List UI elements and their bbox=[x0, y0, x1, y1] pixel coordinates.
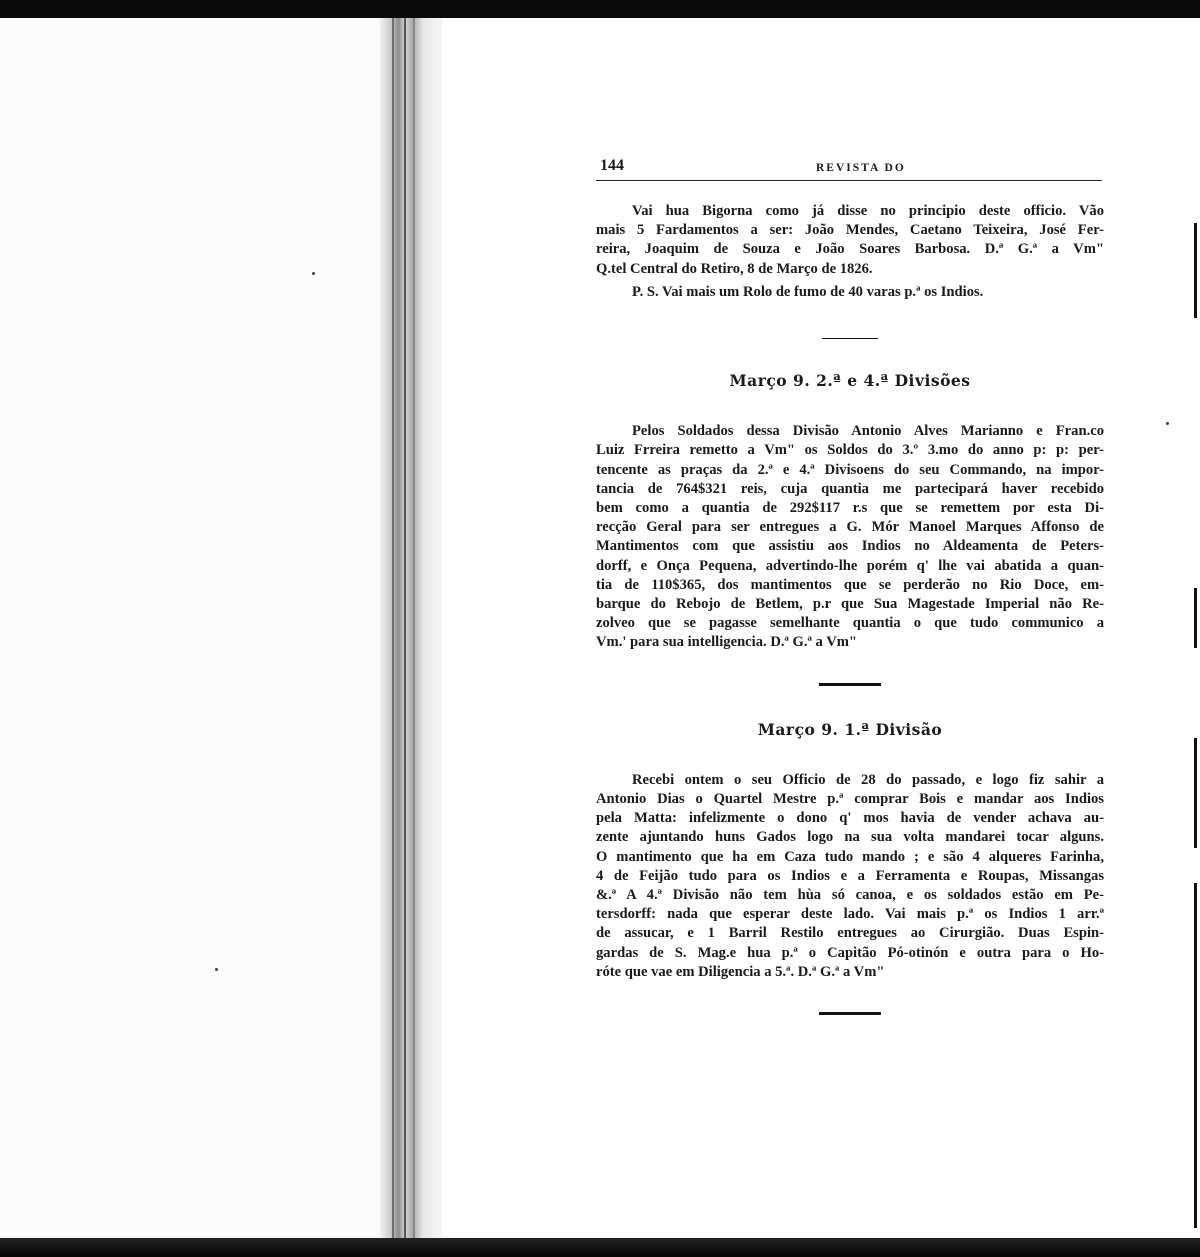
section-title: Março 9. 2.ª e 4.ª Divisões bbox=[729, 371, 971, 391]
text-line: recção Geral para ser entregues a G. Mór Manoel Marques Affonso de bbox=[596, 519, 1104, 536]
book-page bbox=[596, 150, 1104, 1015]
text-line: O mantimento que ha em Caza tudo mando ; e são 4 alqueres Farinha, bbox=[596, 848, 1104, 865]
text-line: pela Matta: infelizmente o dono q' mos havia de vender achava au- bbox=[596, 810, 1104, 827]
text-line: tencente as praças da 2.ª e 4.ª Divisoens do seu Commando, na impor- bbox=[596, 461, 1104, 478]
text-line: Antonio Dias o Quartel Mestre p.ª comprar Bois e mandar aos Indios bbox=[596, 791, 1104, 808]
text-line: barque do Rebojo de Betlem, p.r que Sua Magestade Imperial não Re- bbox=[596, 596, 1104, 613]
scan-bottom-border bbox=[0, 1238, 1200, 1257]
text-line: tia de 110$365, dos mantimentos que se perderão no Rio Doce, em- bbox=[596, 576, 1104, 593]
text-line: Recebi ontem o seu Officio de 28 do passado, e logo fiz sahir a bbox=[632, 771, 1104, 788]
text-line: bem como a quantia de 292$117 r.s que se remettem por esta Di- bbox=[596, 500, 1104, 517]
page-number: 144 bbox=[600, 157, 624, 174]
text-line: tancia de 764$321 reis, cuja quantia me partecipará haver recebido bbox=[596, 480, 1104, 497]
right-page-edge bbox=[1188, 18, 1200, 1240]
text-line: róte que vae em Diligencia a 5.ª. D.ª G.ª a Vm" bbox=[596, 963, 885, 980]
section-paragraph bbox=[596, 422, 1104, 652]
text-line: &.ª A 4.ª Divisão não tem hùa só canoa, e os soldados estão em Pe- bbox=[596, 887, 1104, 904]
gutter-line bbox=[404, 18, 406, 1238]
section-paragraph bbox=[596, 771, 1104, 982]
letter-closing-paragraph bbox=[596, 202, 1104, 279]
left-facing-page bbox=[0, 18, 392, 1238]
running-head: REVISTA DO bbox=[816, 162, 906, 174]
text-line: Mantimentos com que assistiu aos Indios no Aldeamenta de Peters- bbox=[596, 538, 1104, 555]
text-line: 4 de Feijão tudo para os Indios e a Ferramenta e Roupas, Missangas bbox=[596, 867, 1104, 884]
scan-speck bbox=[1166, 422, 1169, 425]
section-separator bbox=[819, 1012, 881, 1015]
text-line: Vm.' para sua intelligencia. D.ª G.ª a Vm" bbox=[596, 634, 858, 651]
text-line: Pelos Soldados dessa Divisão Antonio Alves Marianno e Fran.co bbox=[632, 423, 1104, 440]
text-line: Vai hua Bigorna como já disse no principio deste officio. Vão bbox=[632, 203, 1104, 219]
text-line: dorff, e Onça Pequena, advertindo-lhe porém q' lhe vai abatida a quan- bbox=[596, 557, 1104, 574]
book-gutter bbox=[380, 18, 442, 1240]
text-line: zolveo que se pagasse semelhante quantia o que tudo communico a bbox=[596, 615, 1104, 632]
section-title: Março 9. 1.ª Divisão bbox=[757, 719, 943, 739]
postscript: P. S. Vai mais um Rolo de fumo de 40 varas p.ª os Indios. bbox=[632, 283, 984, 300]
text-line: tersdorff: nada que esperar deste lado. Vai mais p.ª os Indios 1 arr.ª bbox=[596, 906, 1104, 923]
text-line: Q.tel Central do Retiro, 8 de Março de 1826. bbox=[596, 260, 873, 277]
text-line: gardas de S. Mag.e hua p.ª o Capitão Pó-otinón e outra para o Ho- bbox=[596, 944, 1104, 961]
scan-top-border bbox=[0, 0, 1200, 18]
text-line: zente ajuntando huns Gados logo na sua volta mandarei tocar alguns. bbox=[596, 829, 1104, 846]
scan-speck bbox=[215, 968, 218, 971]
page-header bbox=[596, 150, 1104, 184]
text-line: reira, Joaquim de Souza e João Soares Barbosa. D.ª G.ª a Vm" bbox=[596, 241, 1104, 258]
text-line: mais 5 Fardamentos a ser: João Mendes, Caetano Teixeira, José Fer- bbox=[596, 222, 1104, 239]
gutter-line bbox=[392, 18, 394, 1238]
text-line: Luiz Frreira remetto a Vm" os Soldos do 3.º 3.mo do anno p: p: per- bbox=[596, 442, 1104, 459]
header-rule bbox=[596, 180, 1102, 181]
gutter-line bbox=[413, 18, 415, 1238]
scan-speck bbox=[312, 272, 315, 275]
text-line: de assucar, e 1 Barril Restilo entregues ao Cirurgião. Duas Espin- bbox=[596, 925, 1104, 942]
